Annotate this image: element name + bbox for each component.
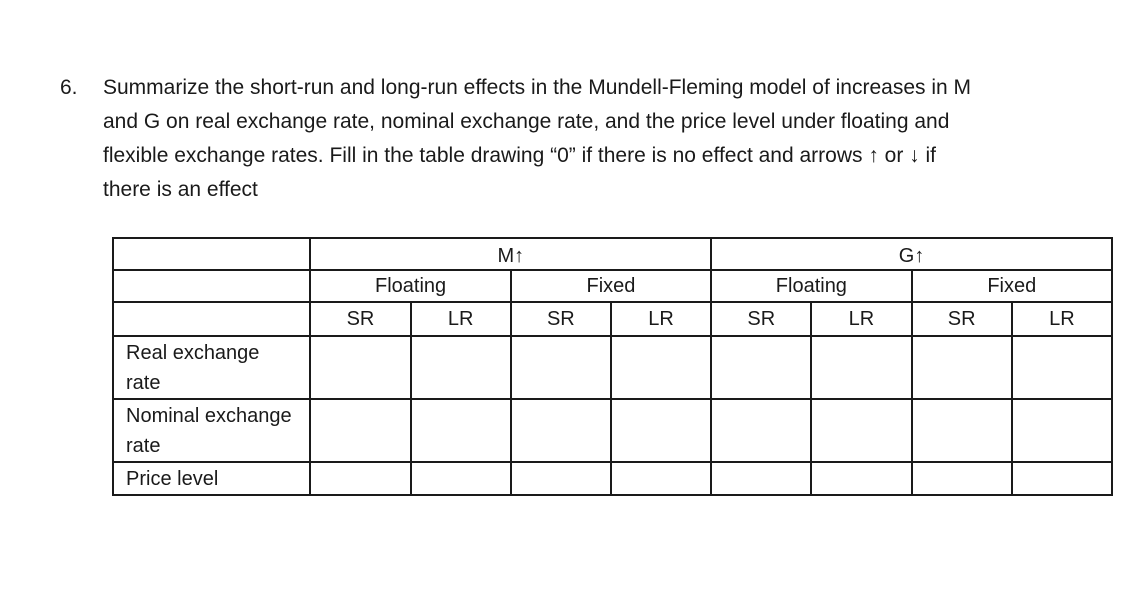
regime-header	[711, 270, 911, 302]
table-row-price-level	[113, 462, 1112, 495]
header-row-periods	[113, 302, 1112, 336]
row-label-cell	[113, 399, 310, 462]
regime-header-label: Fixed	[987, 275, 1037, 297]
answer-cell[interactable]	[711, 399, 811, 462]
regime-header-label: Fixed	[586, 275, 636, 297]
period-header	[411, 302, 511, 336]
answer-cell[interactable]	[511, 399, 611, 462]
period-header	[912, 302, 1012, 336]
answer-cell[interactable]	[511, 462, 611, 495]
answer-cell[interactable]	[912, 336, 1012, 399]
header-row-regimes	[113, 270, 1112, 302]
empty-header-cell	[113, 270, 310, 302]
effects-table	[112, 237, 1113, 496]
answer-cell[interactable]	[611, 399, 711, 462]
row-label-cell	[113, 336, 310, 399]
period-label: SR	[947, 308, 976, 330]
period-header	[511, 302, 611, 336]
answer-cell[interactable]	[411, 462, 511, 495]
row-label: Real exchange rate	[126, 342, 260, 394]
question-text-line: there is an effect	[103, 178, 258, 201]
answer-cell[interactable]	[611, 336, 711, 399]
row-label: Price level	[126, 468, 219, 490]
period-label: LR	[848, 308, 875, 330]
group-header-label: M↑	[497, 245, 525, 267]
period-label: SR	[546, 308, 575, 330]
answer-cell[interactable]	[1012, 336, 1112, 399]
answer-cell[interactable]	[711, 336, 811, 399]
empty-header-cell	[113, 302, 310, 336]
answer-cell[interactable]	[511, 336, 611, 399]
empty-header-cell	[113, 238, 310, 270]
answer-cell[interactable]	[912, 399, 1012, 462]
period-header	[1012, 302, 1112, 336]
period-label: LR	[1049, 308, 1075, 330]
answer-cell[interactable]	[611, 462, 711, 495]
answer-cell[interactable]	[310, 399, 410, 462]
answer-cell[interactable]	[411, 336, 511, 399]
question-text-line: flexible exchange rates. Fill in the table drawing “0” if there is no effect and arrows ↑ or ↓ if	[103, 144, 937, 167]
period-label: SR	[747, 308, 776, 330]
answer-cell[interactable]	[310, 462, 410, 495]
group-header-money	[310, 238, 711, 270]
group-header-government	[711, 238, 1112, 270]
regime-header	[511, 270, 711, 302]
answer-cell[interactable]	[310, 336, 410, 399]
period-header	[711, 302, 811, 336]
answer-cell[interactable]	[912, 462, 1012, 495]
regime-header-label: Floating	[775, 275, 847, 297]
row-label-cell	[113, 462, 310, 495]
question-text-line: Summarize the short-run and long-run effects in the Mundell-Fleming model of increases in M	[103, 76, 972, 99]
answer-cell[interactable]	[811, 399, 911, 462]
header-row-groups	[113, 238, 1112, 270]
period-label: LR	[648, 308, 674, 330]
period-header	[611, 302, 711, 336]
regime-header-label: Floating	[374, 275, 447, 297]
answer-cell[interactable]	[1012, 399, 1112, 462]
answer-cell[interactable]	[711, 462, 811, 495]
answer-cell[interactable]	[811, 336, 911, 399]
group-header-label: G↑	[898, 245, 925, 267]
period-label: LR	[447, 308, 474, 330]
period-header	[310, 302, 410, 336]
question-number: 6.	[60, 76, 78, 99]
answer-cell[interactable]	[1012, 462, 1112, 495]
answer-cell[interactable]	[811, 462, 911, 495]
table-row-real-exchange-rate	[113, 336, 1112, 399]
regime-header	[310, 270, 510, 302]
row-label: Nominal exchange rate	[126, 405, 292, 457]
question-text-line: and G on real exchange rate, nominal exchange rate, and the price level under floating and	[103, 110, 950, 133]
regime-header	[912, 270, 1112, 302]
period-header	[811, 302, 911, 336]
period-label: SR	[346, 308, 375, 330]
answer-cell[interactable]	[411, 399, 511, 462]
table-row-nominal-exchange-rate	[113, 399, 1112, 462]
